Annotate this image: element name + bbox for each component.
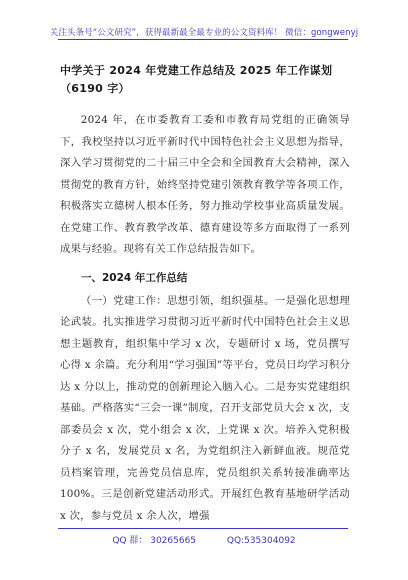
footer (0, 528, 408, 547)
document-body (60, 44, 350, 527)
promo-header (0, 0, 408, 40)
qq-group: QQ 群： 30265665 (112, 536, 197, 546)
document-title: 中学关于 2024 年党建工作总结及 2025 年工作谋划（6190 字） (60, 64, 333, 95)
intro-paragraph: 2024 年，在市委教育工委和市教育局党组的正确领导下，我校坚持以习近平新时代中国特色社会主义思想为指导，深入学习贯彻党的二十届三中全会和全国教育大会精神，深入贯彻党的教育方针，始终坚持党建引领教育教学等各项工作，积极落实立德树人根本任务，努力推动学校事业高质量发展。在党建工作、教育教学改革、德育建设等多方面取得了一系列成果与经验。现将有关工作总结报告如下。 (60, 114, 350, 255)
section-heading: 一、2024 年工作总结 (81, 271, 188, 284)
section-paragraph: （一）党建工作：思想引领，组织强基。一是强化思想理论武装。扎实推进学习贯彻习近平新时代中国特色社会主义思想主题教育，组织集中学习 x 次，专题研讨 x 场，党员撰写心得 x 余篇。充分利用“学习强国”等平台，党员日均学习积分达 x 分以上，推动党的创新理论入脑入心。二是夯实党建组织基础。严格落实“三会一课”制度，召开支部党员大会 x 次，支部委员会 x 次，党小组会 x 次，上党课 x 次。培养入党积极分子 x 名，发展党员 x 名，为党组织注入新鲜血液。规范党员档案管理，完善党员信息库，党员组织关系转接准确率达 100%。三是创新党建活动形式。开展红色教育基地研学活动 x 次，参与党员 x 余人次，增强 (60, 294, 350, 522)
promo-text: 关注头条号“公文研究”，获得最新最全最专业的公文资料库！ 微信：gongwenyj (49, 28, 359, 38)
qq-number: QQ:535304092 (226, 536, 296, 546)
header-divider (58, 39, 348, 40)
footer-divider (58, 528, 348, 529)
footer-contacts (98, 533, 309, 546)
